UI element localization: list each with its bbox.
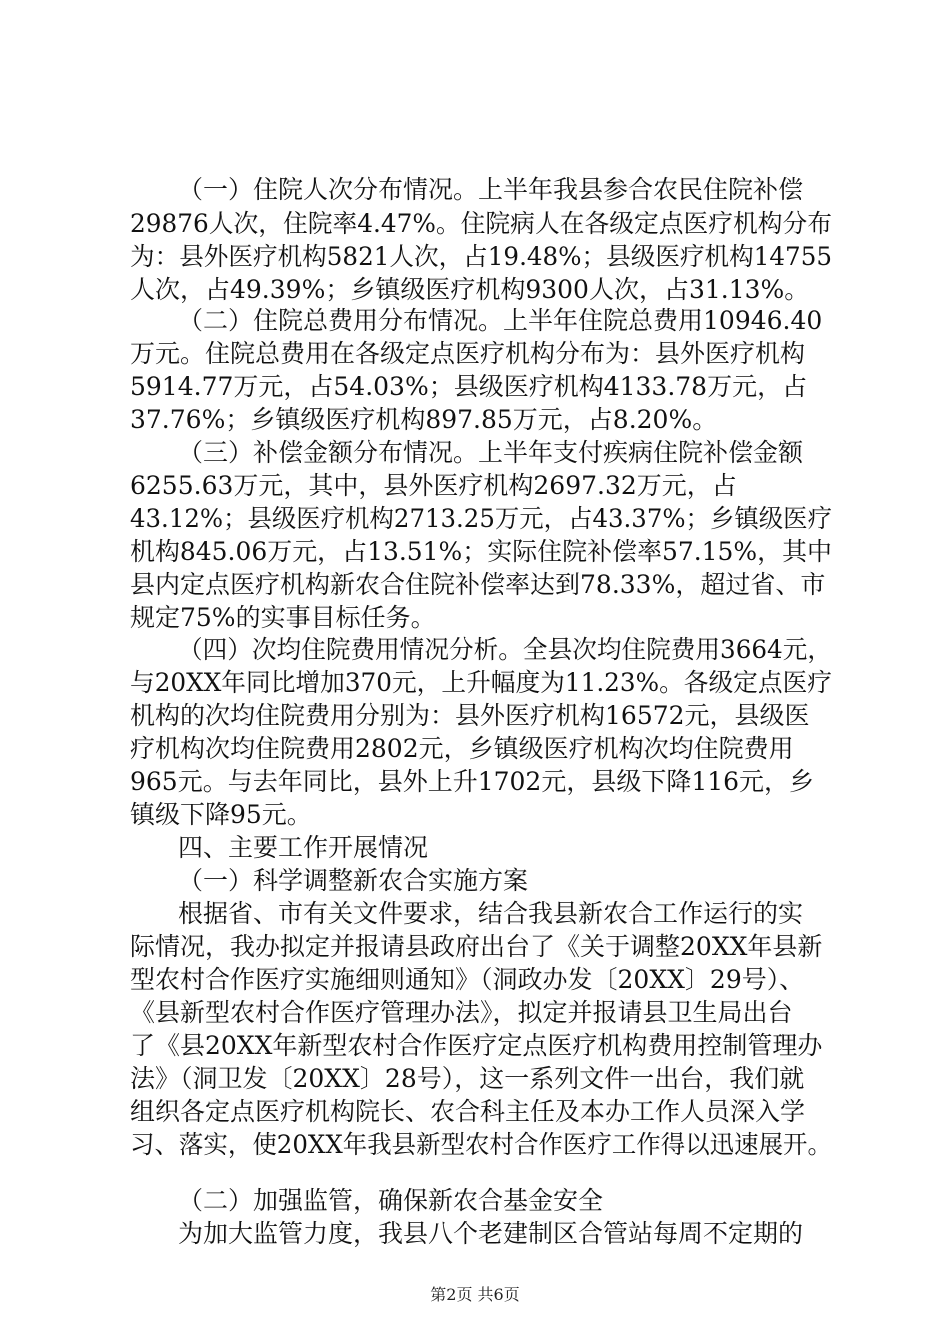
section-heading: 四、主要工作开展情况 [178, 833, 429, 862]
text-line: 疗机构次均住院费用2802元，乡镇级医疗机构次均住院费用 [130, 734, 794, 763]
text-line: 37.76%；乡镇级医疗机构897.85万元，占8.20%。 [130, 405, 718, 434]
text-line: 人次，占49.39%；乡镇级医疗机构9300人次，占31.13%。 [130, 275, 810, 304]
text-line: 县内定点医疗机构新农合住院补偿率达到78.33%，超过省、市 [130, 570, 826, 599]
text-line: 机构845.06万元，占13.51%；实际住院补偿率57.15%，其中 [130, 537, 833, 566]
text-line: 965元。与去年同比，县外上升1702元，县级下降116元，乡 [130, 767, 815, 796]
text-line: 根据省、市有关文件要求，结合我县新农合工作运行的实 [178, 899, 804, 928]
text-line: 规定75%的实事目标任务。 [130, 603, 436, 632]
text-line: （三）补偿金额分布情况。上半年支付疾病住院补偿金额 [178, 438, 804, 467]
text-line: 为加大监管力度，我县八个老建制区合管站每周不定期的 [178, 1219, 804, 1248]
text-line: 际情况，我办拟定并报请县政府出台了《关于调整20XX年县新 [130, 932, 823, 961]
text-line: 组织各定点医疗机构院长、农合科主任及本办工作人员深入学 [130, 1097, 806, 1126]
text-line: 《县新型农村合作医疗管理办法》，拟定并报请县卫生局出台 [130, 998, 793, 1027]
text-line: 6255.63万元，其中，县外医疗机构2697.32万元，占 [130, 471, 737, 500]
subsection-heading: （一）科学调整新农合实施方案 [178, 866, 529, 895]
text-line: 镇级下降95元。 [130, 800, 312, 829]
text-line: （一）住院人次分布情况。上半年我县参合农民住院补偿 [178, 175, 804, 204]
text-line: 万元。住院总费用在各级定点医疗机构分布为：县外医疗机构 [130, 339, 806, 368]
text-line: 型农村合作医疗实施细则通知》（洞政办发〔20XX〕29号）、 [130, 965, 805, 994]
text-line: 与20XX年同比增加370元，上升幅度为11.23%。各级定点医疗 [130, 668, 832, 697]
text-line: 了《县20XX年新型农村合作医疗定点医疗机构费用控制管理办 [130, 1031, 823, 1060]
subsection-heading: （二）加强监管，确保新农合基金安全 [178, 1186, 604, 1215]
text-line: 29876人次，住院率4.47%。住院病人在各级定点医疗机构分布 [130, 209, 833, 238]
text-line: 为：县外医疗机构5821人次，占19.48%；县级医疗机构14755 [130, 242, 832, 271]
text-line: 43.12%；县级医疗机构2713.25万元，占43.37%；乡镇级医疗 [130, 504, 833, 533]
text-line: 5914.77万元，占54.03%；县级医疗机构4133.78万元，占 [130, 372, 808, 401]
page-number-footer: 第2页 共6页 [430, 1285, 520, 1304]
text-line: （二）住院总费用分布情况。上半年住院总费用10946.40 [178, 306, 823, 335]
text-line: 法》（洞卫发〔20XX〕28号），这一系列文件一出台，我们就 [130, 1064, 805, 1093]
text-line: 机构的次均住院费用分别为：县外医疗机构16572元，县级医 [130, 701, 810, 730]
text-line: （四）次均住院费用情况分析。全县次均住院费用3664元， [178, 635, 833, 664]
text-line: 习、落实，使20XX年我县新型农村合作医疗工作得以迅速展开。 [130, 1130, 832, 1159]
